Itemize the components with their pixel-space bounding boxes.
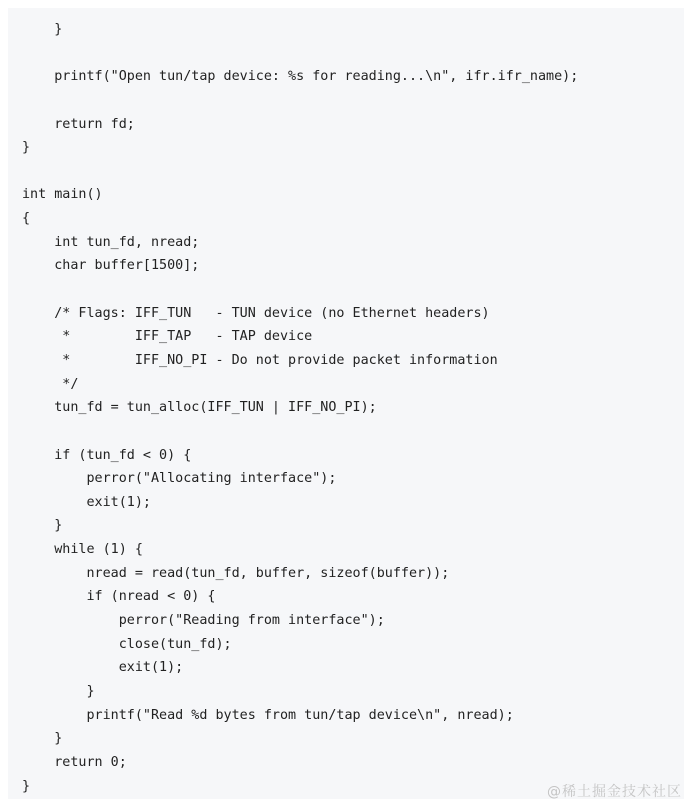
code-line: exit(1); bbox=[22, 660, 184, 676]
code-line bbox=[22, 160, 674, 184]
code-line: /* Flags: IFF_TUN - TUN device (no Ethernet headers) bbox=[22, 305, 490, 321]
code-line: printf("Read %d bytes from tun/tap device\n", nread); bbox=[22, 707, 514, 723]
code-line bbox=[22, 420, 674, 444]
code-line: } bbox=[22, 140, 31, 156]
code-line: close(tun_fd); bbox=[22, 636, 232, 652]
code-line: perror("Reading from interface"); bbox=[22, 613, 385, 629]
code-block bbox=[8, 8, 684, 799]
code-line bbox=[22, 42, 674, 66]
code-line: } bbox=[22, 683, 95, 699]
code-line: printf("Open tun/tap device: %s for reading...\n", ifr.ifr_name); bbox=[22, 69, 579, 85]
code-lines bbox=[22, 18, 674, 798]
code-line: * IFF_NO_PI - Do not provide packet information bbox=[22, 352, 498, 368]
code-line: perror("Allocating interface"); bbox=[22, 471, 337, 487]
code-line: char buffer[1500]; bbox=[22, 258, 200, 274]
code-line: } bbox=[22, 778, 31, 794]
code-line bbox=[22, 89, 674, 113]
code-line: return fd; bbox=[22, 116, 135, 132]
code-line: } bbox=[22, 731, 63, 747]
watermark: @稀土掘金技术社区 bbox=[547, 784, 682, 800]
code-line: if (tun_fd < 0) { bbox=[22, 447, 192, 463]
code-line bbox=[22, 278, 674, 302]
code-line: int main() bbox=[22, 187, 103, 203]
code-line: exit(1); bbox=[22, 494, 151, 510]
code-line: } bbox=[22, 518, 63, 534]
code-line: while (1) { bbox=[22, 542, 143, 558]
code-line: if (nread < 0) { bbox=[22, 589, 216, 605]
code-line: */ bbox=[22, 376, 79, 392]
code-line: return 0; bbox=[22, 754, 127, 770]
code-line: tun_fd = tun_alloc(IFF_TUN | IFF_NO_PI); bbox=[22, 400, 377, 416]
code-line: * IFF_TAP - TAP device bbox=[22, 329, 313, 345]
code-line: } bbox=[22, 22, 63, 37]
code-line: { bbox=[22, 211, 31, 227]
code-line: nread = read(tun_fd, buffer, sizeof(buffer)); bbox=[22, 565, 450, 581]
code-line: int tun_fd, nread; bbox=[22, 234, 200, 250]
